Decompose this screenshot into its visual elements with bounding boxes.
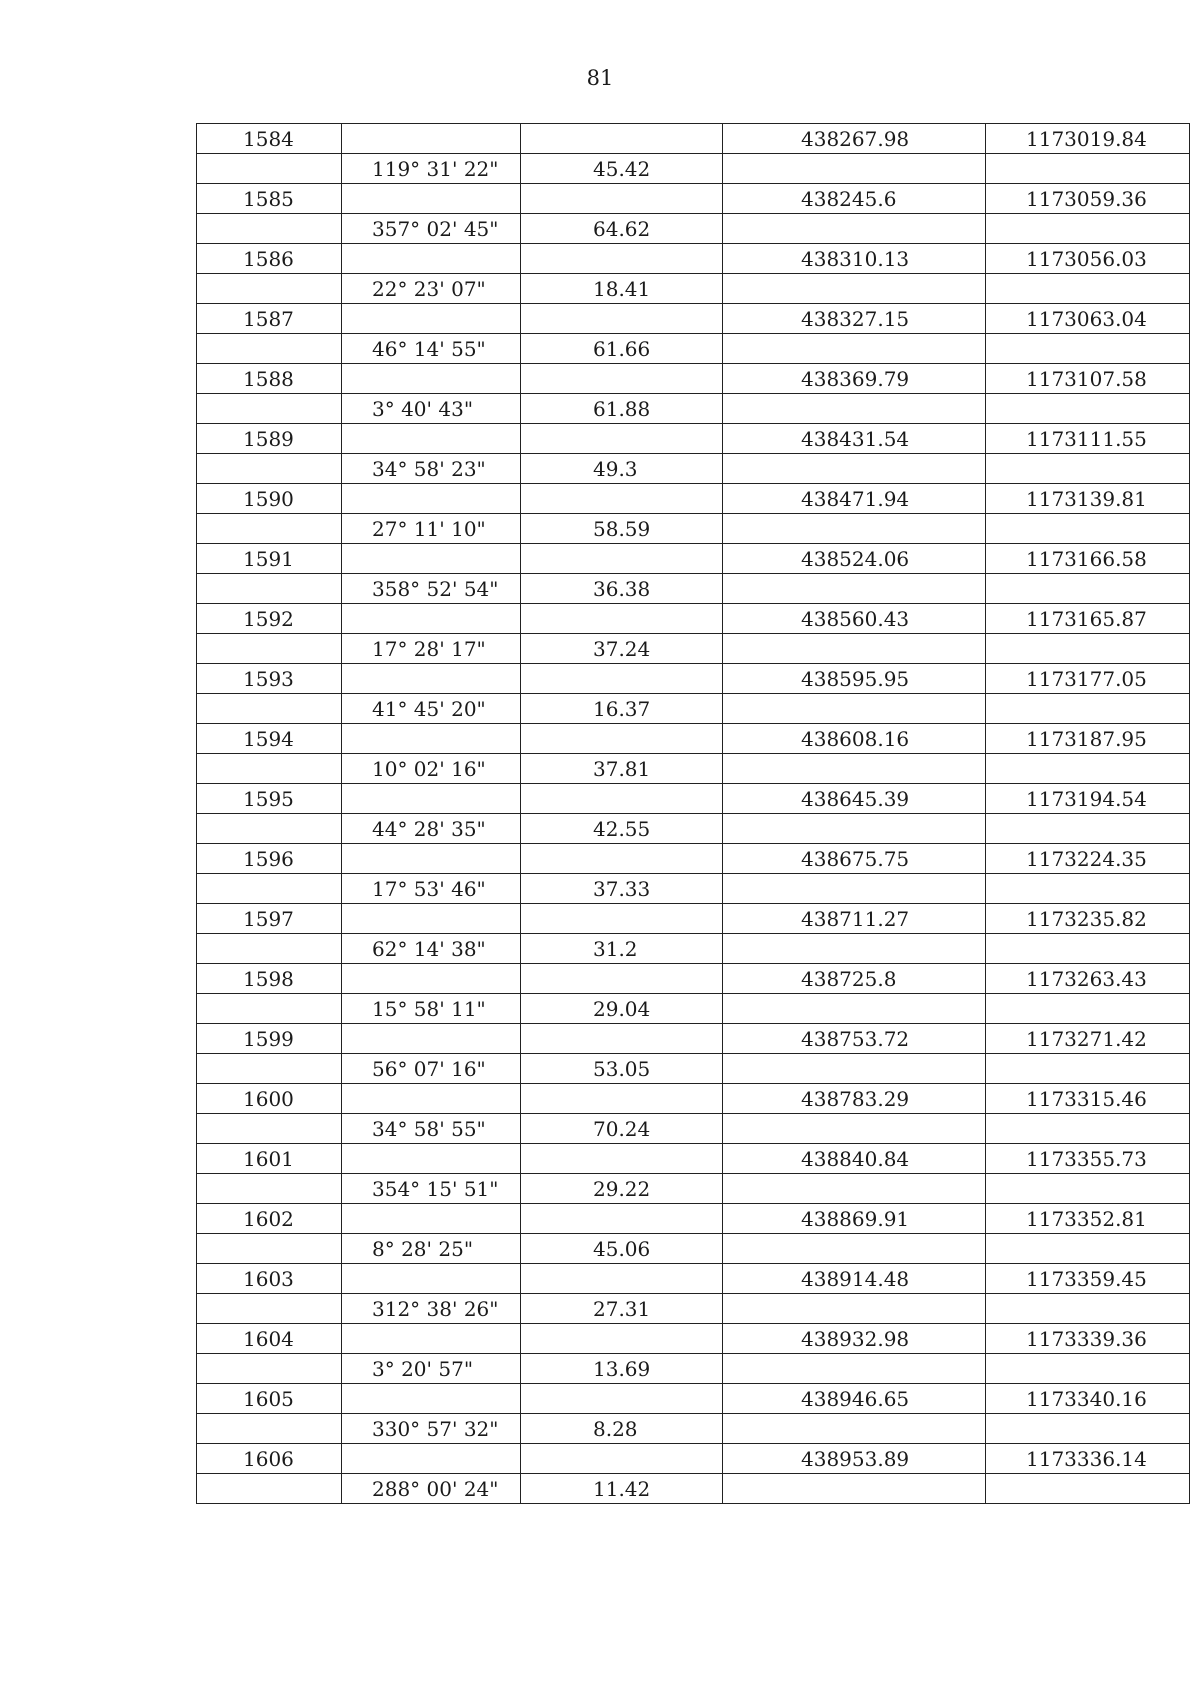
angle-cell: 357° 02' 45"	[342, 214, 521, 244]
table-row	[197, 694, 1190, 724]
x-coordinate-cell: 438932.98	[723, 1324, 986, 1354]
table-row	[197, 844, 1190, 874]
y-coordinate-cell: 1173166.58	[986, 544, 1190, 574]
x-coordinate-cell	[723, 454, 986, 484]
table-row	[197, 724, 1190, 754]
angle-cell: 10° 02' 16"	[342, 754, 521, 784]
table-row	[197, 244, 1190, 274]
point-cell	[197, 454, 342, 484]
x-coordinate-cell: 438595.95	[723, 664, 986, 694]
distance-cell	[521, 784, 723, 814]
distance-cell	[521, 544, 723, 574]
x-coordinate-cell	[723, 574, 986, 604]
x-coordinate-cell	[723, 1174, 986, 1204]
x-coordinate-cell	[723, 154, 986, 184]
angle-cell: 15° 58' 11"	[342, 994, 521, 1024]
distance-cell	[521, 1144, 723, 1174]
point-cell: 1590	[197, 484, 342, 514]
table-row	[197, 1474, 1190, 1504]
x-coordinate-cell: 438560.43	[723, 604, 986, 634]
angle-cell	[342, 544, 521, 574]
distance-cell: 45.06	[521, 1234, 723, 1264]
distance-cell: 13.69	[521, 1354, 723, 1384]
y-coordinate-cell	[986, 1294, 1190, 1324]
angle-cell	[342, 604, 521, 634]
table-row	[197, 1024, 1190, 1054]
x-coordinate-cell	[723, 634, 986, 664]
distance-cell	[521, 364, 723, 394]
angle-cell: 62° 14' 38"	[342, 934, 521, 964]
point-cell: 1606	[197, 1444, 342, 1474]
y-coordinate-cell	[986, 1114, 1190, 1144]
angle-cell	[342, 964, 521, 994]
x-coordinate-cell	[723, 1354, 986, 1384]
table-row	[197, 364, 1190, 394]
point-cell	[197, 394, 342, 424]
y-coordinate-cell	[986, 694, 1190, 724]
table-row	[197, 184, 1190, 214]
angle-cell: 330° 57' 32"	[342, 1414, 521, 1444]
table-row	[197, 1264, 1190, 1294]
y-coordinate-cell: 1173336.14	[986, 1444, 1190, 1474]
table-row	[197, 1144, 1190, 1174]
angle-cell	[342, 244, 521, 274]
y-coordinate-cell: 1173056.03	[986, 244, 1190, 274]
y-coordinate-cell: 1173339.36	[986, 1324, 1190, 1354]
table-body	[197, 124, 1190, 1504]
distance-cell	[521, 904, 723, 934]
x-coordinate-cell: 438953.89	[723, 1444, 986, 1474]
angle-cell: 17° 28' 17"	[342, 634, 521, 664]
distance-cell: 29.22	[521, 1174, 723, 1204]
angle-cell: 34° 58' 55"	[342, 1114, 521, 1144]
point-cell: 1585	[197, 184, 342, 214]
distance-cell: 36.38	[521, 574, 723, 604]
angle-cell	[342, 184, 521, 214]
angle-cell	[342, 1084, 521, 1114]
y-coordinate-cell	[986, 1414, 1190, 1444]
distance-cell: 37.33	[521, 874, 723, 904]
table-row	[197, 1414, 1190, 1444]
point-cell	[197, 514, 342, 544]
angle-cell	[342, 484, 521, 514]
angle-cell: 3° 40' 43"	[342, 394, 521, 424]
table-row	[197, 784, 1190, 814]
table-row	[197, 574, 1190, 604]
table-row	[197, 664, 1190, 694]
y-coordinate-cell	[986, 274, 1190, 304]
point-cell	[197, 1174, 342, 1204]
table-row	[197, 484, 1190, 514]
y-coordinate-cell	[986, 334, 1190, 364]
angle-cell	[342, 1264, 521, 1294]
table-row	[197, 1054, 1190, 1084]
point-cell	[197, 1474, 342, 1504]
angle-cell	[342, 784, 521, 814]
y-coordinate-cell	[986, 874, 1190, 904]
table-row	[197, 334, 1190, 364]
angle-cell: 41° 45' 20"	[342, 694, 521, 724]
y-coordinate-cell: 1173019.84	[986, 124, 1190, 154]
x-coordinate-cell: 438267.98	[723, 124, 986, 154]
y-coordinate-cell: 1173355.73	[986, 1144, 1190, 1174]
x-coordinate-cell: 438645.39	[723, 784, 986, 814]
angle-cell: 44° 28' 35"	[342, 814, 521, 844]
x-coordinate-cell: 438369.79	[723, 364, 986, 394]
point-cell	[197, 814, 342, 844]
point-cell: 1586	[197, 244, 342, 274]
distance-cell	[521, 184, 723, 214]
point-cell: 1591	[197, 544, 342, 574]
y-coordinate-cell	[986, 1474, 1190, 1504]
angle-cell: 3° 20' 57"	[342, 1354, 521, 1384]
angle-cell	[342, 904, 521, 934]
angle-cell	[342, 304, 521, 334]
angle-cell: 17° 53' 46"	[342, 874, 521, 904]
y-coordinate-cell: 1173111.55	[986, 424, 1190, 454]
point-cell	[197, 754, 342, 784]
x-coordinate-cell	[723, 1114, 986, 1144]
y-coordinate-cell	[986, 394, 1190, 424]
distance-cell: 27.31	[521, 1294, 723, 1324]
point-cell: 1605	[197, 1384, 342, 1414]
angle-cell: 354° 15' 51"	[342, 1174, 521, 1204]
y-coordinate-cell	[986, 934, 1190, 964]
angle-cell: 34° 58' 23"	[342, 454, 521, 484]
x-coordinate-cell	[723, 1294, 986, 1324]
distance-cell	[521, 1024, 723, 1054]
x-coordinate-cell: 438471.94	[723, 484, 986, 514]
x-coordinate-cell: 438753.72	[723, 1024, 986, 1054]
angle-cell	[342, 844, 521, 874]
table-row	[197, 604, 1190, 634]
table-row	[197, 1234, 1190, 1264]
table-row	[197, 1294, 1190, 1324]
y-coordinate-cell: 1173315.46	[986, 1084, 1190, 1114]
table-row	[197, 394, 1190, 424]
x-coordinate-cell: 438869.91	[723, 1204, 986, 1234]
y-coordinate-cell	[986, 154, 1190, 184]
x-coordinate-cell: 438946.65	[723, 1384, 986, 1414]
table-row	[197, 1354, 1190, 1384]
distance-cell	[521, 1384, 723, 1414]
x-coordinate-cell: 438327.15	[723, 304, 986, 334]
angle-cell	[342, 1204, 521, 1234]
angle-cell	[342, 424, 521, 454]
y-coordinate-cell	[986, 814, 1190, 844]
table-row	[197, 544, 1190, 574]
distance-cell: 18.41	[521, 274, 723, 304]
point-cell	[197, 214, 342, 244]
point-cell: 1597	[197, 904, 342, 934]
point-cell: 1603	[197, 1264, 342, 1294]
distance-cell	[521, 244, 723, 274]
x-coordinate-cell: 438310.13	[723, 244, 986, 274]
table-row	[197, 814, 1190, 844]
point-cell: 1594	[197, 724, 342, 754]
x-coordinate-cell	[723, 1474, 986, 1504]
y-coordinate-cell: 1173177.05	[986, 664, 1190, 694]
coordinate-table	[196, 123, 1190, 1504]
distance-cell	[521, 1444, 723, 1474]
angle-cell: 27° 11' 10"	[342, 514, 521, 544]
table-row	[197, 1174, 1190, 1204]
y-coordinate-cell	[986, 1174, 1190, 1204]
point-cell: 1593	[197, 664, 342, 694]
y-coordinate-cell: 1173359.45	[986, 1264, 1190, 1294]
distance-cell	[521, 1204, 723, 1234]
point-cell	[197, 1054, 342, 1084]
distance-cell	[521, 964, 723, 994]
point-cell	[197, 274, 342, 304]
distance-cell: 42.55	[521, 814, 723, 844]
distance-cell: 11.42	[521, 1474, 723, 1504]
angle-cell	[342, 1444, 521, 1474]
point-cell	[197, 1294, 342, 1324]
point-cell: 1604	[197, 1324, 342, 1354]
x-coordinate-cell: 438711.27	[723, 904, 986, 934]
distance-cell: 64.62	[521, 214, 723, 244]
point-cell	[197, 334, 342, 364]
x-coordinate-cell: 438245.6	[723, 184, 986, 214]
table-row	[197, 154, 1190, 184]
table-row	[197, 1114, 1190, 1144]
y-coordinate-cell	[986, 1354, 1190, 1384]
angle-cell	[342, 1144, 521, 1174]
table-row	[197, 994, 1190, 1024]
x-coordinate-cell: 438725.8	[723, 964, 986, 994]
point-cell	[197, 1114, 342, 1144]
point-cell: 1600	[197, 1084, 342, 1114]
distance-cell: 8.28	[521, 1414, 723, 1444]
angle-cell: 8° 28' 25"	[342, 1234, 521, 1264]
distance-cell	[521, 1264, 723, 1294]
point-cell	[197, 154, 342, 184]
x-coordinate-cell	[723, 1234, 986, 1264]
y-coordinate-cell: 1173235.82	[986, 904, 1190, 934]
x-coordinate-cell	[723, 514, 986, 544]
point-cell: 1589	[197, 424, 342, 454]
point-cell	[197, 874, 342, 904]
x-coordinate-cell	[723, 334, 986, 364]
point-cell	[197, 934, 342, 964]
y-coordinate-cell: 1173340.16	[986, 1384, 1190, 1414]
distance-cell: 53.05	[521, 1054, 723, 1084]
distance-cell: 16.37	[521, 694, 723, 724]
x-coordinate-cell	[723, 994, 986, 1024]
angle-cell: 358° 52' 54"	[342, 574, 521, 604]
table-row	[197, 964, 1190, 994]
point-cell	[197, 1414, 342, 1444]
point-cell: 1595	[197, 784, 342, 814]
point-cell: 1599	[197, 1024, 342, 1054]
point-cell: 1602	[197, 1204, 342, 1234]
angle-cell	[342, 724, 521, 754]
x-coordinate-cell: 438675.75	[723, 844, 986, 874]
y-coordinate-cell: 1173139.81	[986, 484, 1190, 514]
y-coordinate-cell: 1173059.36	[986, 184, 1190, 214]
distance-cell: 49.3	[521, 454, 723, 484]
distance-cell: 29.04	[521, 994, 723, 1024]
y-coordinate-cell: 1173224.35	[986, 844, 1190, 874]
table-row	[197, 1084, 1190, 1114]
angle-cell	[342, 1324, 521, 1354]
point-cell: 1584	[197, 124, 342, 154]
table-row	[197, 454, 1190, 484]
table-row	[197, 1324, 1190, 1354]
distance-cell: 61.88	[521, 394, 723, 424]
angle-cell: 119° 31' 22"	[342, 154, 521, 184]
y-coordinate-cell	[986, 454, 1190, 484]
y-coordinate-cell	[986, 1234, 1190, 1264]
table-row	[197, 934, 1190, 964]
point-cell: 1592	[197, 604, 342, 634]
angle-cell	[342, 364, 521, 394]
x-coordinate-cell	[723, 754, 986, 784]
x-coordinate-cell	[723, 874, 986, 904]
distance-cell: 61.66	[521, 334, 723, 364]
angle-cell: 46° 14' 55"	[342, 334, 521, 364]
table-row	[197, 304, 1190, 334]
page-number: 81	[586, 66, 614, 90]
table-row	[197, 754, 1190, 784]
distance-cell	[521, 724, 723, 754]
y-coordinate-cell	[986, 574, 1190, 604]
y-coordinate-cell	[986, 634, 1190, 664]
x-coordinate-cell: 438524.06	[723, 544, 986, 574]
point-cell: 1596	[197, 844, 342, 874]
y-coordinate-cell: 1173352.81	[986, 1204, 1190, 1234]
angle-cell: 56° 07' 16"	[342, 1054, 521, 1084]
x-coordinate-cell	[723, 214, 986, 244]
point-cell: 1588	[197, 364, 342, 394]
y-coordinate-cell	[986, 1054, 1190, 1084]
point-cell	[197, 574, 342, 604]
table-row	[197, 514, 1190, 544]
angle-cell: 312° 38' 26"	[342, 1294, 521, 1324]
table-row	[197, 214, 1190, 244]
distance-cell	[521, 424, 723, 454]
distance-cell	[521, 304, 723, 334]
y-coordinate-cell: 1173271.42	[986, 1024, 1190, 1054]
distance-cell	[521, 484, 723, 514]
table-row	[197, 124, 1190, 154]
x-coordinate-cell	[723, 274, 986, 304]
table-row	[197, 904, 1190, 934]
distance-cell: 37.24	[521, 634, 723, 664]
table-row	[197, 1384, 1190, 1414]
distance-cell	[521, 604, 723, 634]
y-coordinate-cell: 1173107.58	[986, 364, 1190, 394]
x-coordinate-cell	[723, 1054, 986, 1084]
distance-cell	[521, 1324, 723, 1354]
y-coordinate-cell	[986, 994, 1190, 1024]
point-cell	[197, 694, 342, 724]
y-coordinate-cell: 1173063.04	[986, 304, 1190, 334]
x-coordinate-cell	[723, 1414, 986, 1444]
distance-cell	[521, 124, 723, 154]
angle-cell	[342, 1024, 521, 1054]
point-cell	[197, 994, 342, 1024]
table-row	[197, 274, 1190, 304]
point-cell: 1598	[197, 964, 342, 994]
table-row	[197, 874, 1190, 904]
x-coordinate-cell: 438431.54	[723, 424, 986, 454]
y-coordinate-cell	[986, 754, 1190, 784]
point-cell: 1601	[197, 1144, 342, 1174]
angle-cell: 22° 23' 07"	[342, 274, 521, 304]
angle-cell	[342, 664, 521, 694]
x-coordinate-cell: 438840.84	[723, 1144, 986, 1174]
table-row	[197, 634, 1190, 664]
point-cell: 1587	[197, 304, 342, 334]
distance-cell: 37.81	[521, 754, 723, 784]
angle-cell: 288° 00' 24"	[342, 1474, 521, 1504]
distance-cell: 70.24	[521, 1114, 723, 1144]
point-cell	[197, 634, 342, 664]
y-coordinate-cell: 1173194.54	[986, 784, 1190, 814]
y-coordinate-cell: 1173187.95	[986, 724, 1190, 754]
distance-cell	[521, 664, 723, 694]
x-coordinate-cell	[723, 934, 986, 964]
table-row	[197, 1444, 1190, 1474]
angle-cell	[342, 124, 521, 154]
point-cell	[197, 1234, 342, 1264]
x-coordinate-cell	[723, 394, 986, 424]
y-coordinate-cell	[986, 214, 1190, 244]
point-cell	[197, 1354, 342, 1384]
angle-cell	[342, 1384, 521, 1414]
x-coordinate-cell: 438783.29	[723, 1084, 986, 1114]
x-coordinate-cell: 438914.48	[723, 1264, 986, 1294]
x-coordinate-cell	[723, 814, 986, 844]
distance-cell: 45.42	[521, 154, 723, 184]
y-coordinate-cell	[986, 514, 1190, 544]
y-coordinate-cell: 1173165.87	[986, 604, 1190, 634]
table-row	[197, 424, 1190, 454]
y-coordinate-cell: 1173263.43	[986, 964, 1190, 994]
distance-cell: 31.2	[521, 934, 723, 964]
distance-cell: 58.59	[521, 514, 723, 544]
table-row	[197, 1204, 1190, 1234]
x-coordinate-cell	[723, 694, 986, 724]
x-coordinate-cell: 438608.16	[723, 724, 986, 754]
distance-cell	[521, 844, 723, 874]
distance-cell	[521, 1084, 723, 1114]
